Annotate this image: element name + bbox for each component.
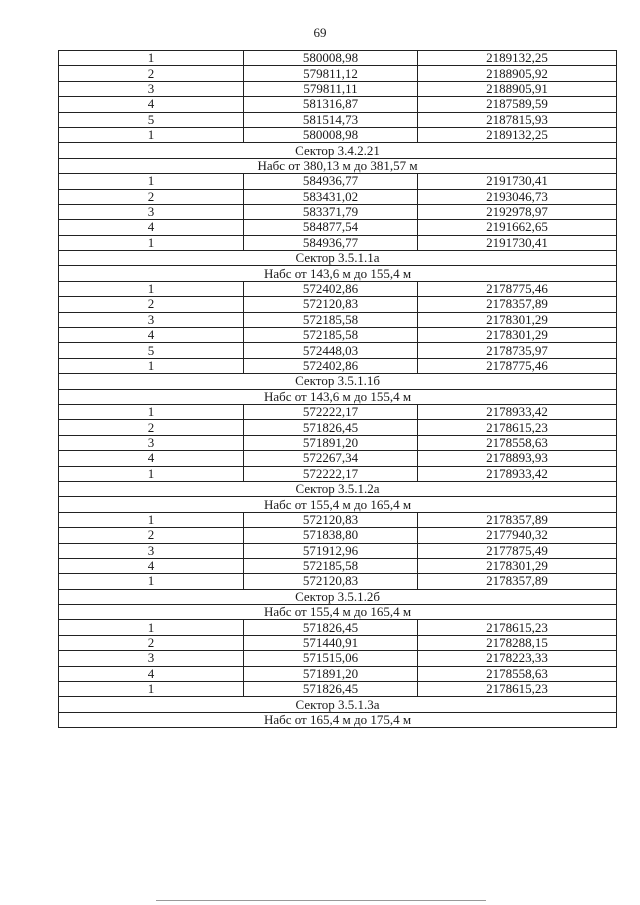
table-row (59, 297, 617, 312)
table-row (59, 235, 617, 250)
y-coordinate-cell: 2178933,42 (418, 466, 617, 481)
sector-header-row (59, 589, 617, 604)
y-coordinate-cell: 2193046,73 (418, 189, 617, 204)
y-coordinate-cell: 2178893,93 (418, 451, 617, 466)
y-coordinate-cell: 2178301,29 (418, 328, 617, 343)
y-coordinate-cell: 2178558,63 (418, 666, 617, 681)
point-number-cell: 3 (59, 81, 244, 96)
height-range-row (59, 389, 617, 404)
y-coordinate-cell: 2178301,29 (418, 558, 617, 573)
table-row (59, 66, 617, 81)
y-coordinate-cell: 2178615,23 (418, 682, 617, 697)
x-coordinate-cell: 584877,54 (244, 220, 418, 235)
height-range-row (59, 158, 617, 173)
x-coordinate-cell: 572185,58 (244, 558, 418, 573)
point-number-cell: 1 (59, 51, 244, 66)
table-row (59, 574, 617, 589)
page-number: 69 (313, 25, 327, 40)
point-number-cell: 3 (59, 204, 244, 219)
table-row (59, 651, 617, 666)
y-coordinate-cell: 2191730,41 (418, 235, 617, 250)
x-coordinate-cell: 572222,17 (244, 466, 418, 481)
x-coordinate-cell: 571440,91 (244, 635, 418, 650)
table-row (59, 112, 617, 127)
y-coordinate-cell: 2178357,89 (418, 574, 617, 589)
y-coordinate-cell: 2177940,32 (418, 528, 617, 543)
height-range-row (59, 497, 617, 512)
sector-header-row (59, 251, 617, 266)
table-row (59, 512, 617, 527)
point-number-cell: 4 (59, 451, 244, 466)
x-coordinate-cell: 571826,45 (244, 682, 418, 697)
y-coordinate-cell: 2178357,89 (418, 297, 617, 312)
point-number-cell: 3 (59, 543, 244, 558)
x-coordinate-cell: 583431,02 (244, 189, 418, 204)
table-row (59, 281, 617, 296)
point-number-cell: 4 (59, 666, 244, 681)
y-coordinate-cell: 2178775,46 (418, 358, 617, 373)
table-row (59, 343, 617, 358)
point-number-cell: 3 (59, 435, 244, 450)
point-number-cell: 2 (59, 420, 244, 435)
point-number-cell: 1 (59, 466, 244, 481)
sector-header-row (59, 374, 617, 389)
x-coordinate-cell: 572120,83 (244, 574, 418, 589)
y-coordinate-cell: 2178615,23 (418, 420, 617, 435)
table-row (59, 81, 617, 96)
x-coordinate-cell: 580008,98 (244, 51, 418, 66)
table-row (59, 451, 617, 466)
point-number-cell: 4 (59, 558, 244, 573)
point-number-cell: 1 (59, 682, 244, 697)
table-row (59, 404, 617, 419)
x-coordinate-cell: 584936,77 (244, 174, 418, 189)
sector-label: Сектор 3.5.1.2б (59, 589, 617, 604)
sector-label: Сектор 3.5.1.1б (59, 374, 617, 389)
point-number-cell: 1 (59, 358, 244, 373)
sector-label: Сектор 3.5.1.1а (59, 251, 617, 266)
coordinates-table (58, 50, 617, 728)
height-range-row (59, 712, 617, 727)
point-number-cell: 4 (59, 328, 244, 343)
height-range-label: Набс от 155,4 м до 165,4 м (59, 605, 617, 620)
sector-label: Сектор 3.4.2.21 (59, 143, 617, 158)
height-range-label: Набс от 143,6 м до 155,4 м (59, 266, 617, 281)
y-coordinate-cell: 2177875,49 (418, 543, 617, 558)
x-coordinate-cell: 572402,86 (244, 281, 418, 296)
y-coordinate-cell: 2178735,97 (418, 343, 617, 358)
table-row (59, 466, 617, 481)
height-range-row (59, 605, 617, 620)
point-number-cell: 3 (59, 651, 244, 666)
table-row (59, 420, 617, 435)
y-coordinate-cell: 2178775,46 (418, 281, 617, 296)
y-coordinate-cell: 2178615,23 (418, 620, 617, 635)
y-coordinate-cell: 2178301,29 (418, 312, 617, 327)
x-coordinate-cell: 571515,06 (244, 651, 418, 666)
point-number-cell: 1 (59, 281, 244, 296)
point-number-cell: 2 (59, 297, 244, 312)
y-coordinate-cell: 2188905,92 (418, 66, 617, 81)
point-number-cell: 2 (59, 189, 244, 204)
y-coordinate-cell: 2178933,42 (418, 404, 617, 419)
y-coordinate-cell: 2178223,33 (418, 651, 617, 666)
y-coordinate-cell: 2188905,91 (418, 81, 617, 96)
point-number-cell: 1 (59, 127, 244, 142)
point-number-cell: 2 (59, 528, 244, 543)
table-row (59, 528, 617, 543)
x-coordinate-cell: 572448,03 (244, 343, 418, 358)
y-coordinate-cell: 2178357,89 (418, 512, 617, 527)
sector-header-row (59, 143, 617, 158)
x-coordinate-cell: 571838,80 (244, 528, 418, 543)
table-row (59, 204, 617, 219)
point-number-cell: 2 (59, 66, 244, 81)
point-number-cell: 1 (59, 512, 244, 527)
point-number-cell: 1 (59, 620, 244, 635)
sector-header-row (59, 481, 617, 496)
x-coordinate-cell: 572185,58 (244, 312, 418, 327)
point-number-cell: 1 (59, 404, 244, 419)
x-coordinate-cell: 571912,96 (244, 543, 418, 558)
height-range-label: Набс от 165,4 м до 175,4 м (59, 712, 617, 727)
table-row (59, 435, 617, 450)
x-coordinate-cell: 571826,45 (244, 620, 418, 635)
table-row (59, 543, 617, 558)
table-row (59, 127, 617, 142)
x-coordinate-cell: 572120,83 (244, 512, 418, 527)
x-coordinate-cell: 572120,83 (244, 297, 418, 312)
x-coordinate-cell: 579811,12 (244, 66, 418, 81)
x-coordinate-cell: 572222,17 (244, 404, 418, 419)
y-coordinate-cell: 2178288,15 (418, 635, 617, 650)
point-number-cell: 4 (59, 220, 244, 235)
table-row (59, 666, 617, 681)
y-coordinate-cell: 2187815,93 (418, 112, 617, 127)
table-row (59, 620, 617, 635)
height-range-row (59, 266, 617, 281)
table-row (59, 682, 617, 697)
table-row (59, 174, 617, 189)
point-number-cell: 1 (59, 174, 244, 189)
height-range-label: Набс от 155,4 м до 165,4 м (59, 497, 617, 512)
table-row (59, 97, 617, 112)
x-coordinate-cell: 581514,73 (244, 112, 418, 127)
x-coordinate-cell: 572267,34 (244, 451, 418, 466)
point-number-cell: 4 (59, 97, 244, 112)
x-coordinate-cell: 572402,86 (244, 358, 418, 373)
point-number-cell: 5 (59, 112, 244, 127)
table-row (59, 189, 617, 204)
x-coordinate-cell: 571891,20 (244, 435, 418, 450)
x-coordinate-cell: 580008,98 (244, 127, 418, 142)
table-row (59, 328, 617, 343)
x-coordinate-cell: 579811,11 (244, 81, 418, 96)
x-coordinate-cell: 584936,77 (244, 235, 418, 250)
point-number-cell: 2 (59, 635, 244, 650)
table-row (59, 635, 617, 650)
point-number-cell: 1 (59, 235, 244, 250)
sector-header-row (59, 697, 617, 712)
point-number-cell: 3 (59, 312, 244, 327)
y-coordinate-cell: 2189132,25 (418, 127, 617, 142)
table-row (59, 558, 617, 573)
point-number-cell: 1 (59, 574, 244, 589)
sector-label: Сектор 3.5.1.3а (59, 697, 617, 712)
height-range-label: Набс от 143,6 м до 155,4 м (59, 389, 617, 404)
y-coordinate-cell: 2187589,59 (418, 97, 617, 112)
x-coordinate-cell: 571891,20 (244, 666, 418, 681)
y-coordinate-cell: 2191662,65 (418, 220, 617, 235)
y-coordinate-cell: 2191730,41 (418, 174, 617, 189)
x-coordinate-cell: 583371,79 (244, 204, 418, 219)
sector-label: Сектор 3.5.1.2а (59, 481, 617, 496)
y-coordinate-cell: 2178558,63 (418, 435, 617, 450)
y-coordinate-cell: 2192978,97 (418, 204, 617, 219)
height-range-label: Набс от 380,13 м до 381,57 м (59, 158, 617, 173)
x-coordinate-cell: 572185,58 (244, 328, 418, 343)
table-row (59, 220, 617, 235)
bottom-rule (156, 900, 486, 901)
table-row (59, 51, 617, 66)
table-row (59, 312, 617, 327)
x-coordinate-cell: 581316,87 (244, 97, 418, 112)
x-coordinate-cell: 571826,45 (244, 420, 418, 435)
point-number-cell: 5 (59, 343, 244, 358)
y-coordinate-cell: 2189132,25 (418, 51, 617, 66)
table-row (59, 358, 617, 373)
